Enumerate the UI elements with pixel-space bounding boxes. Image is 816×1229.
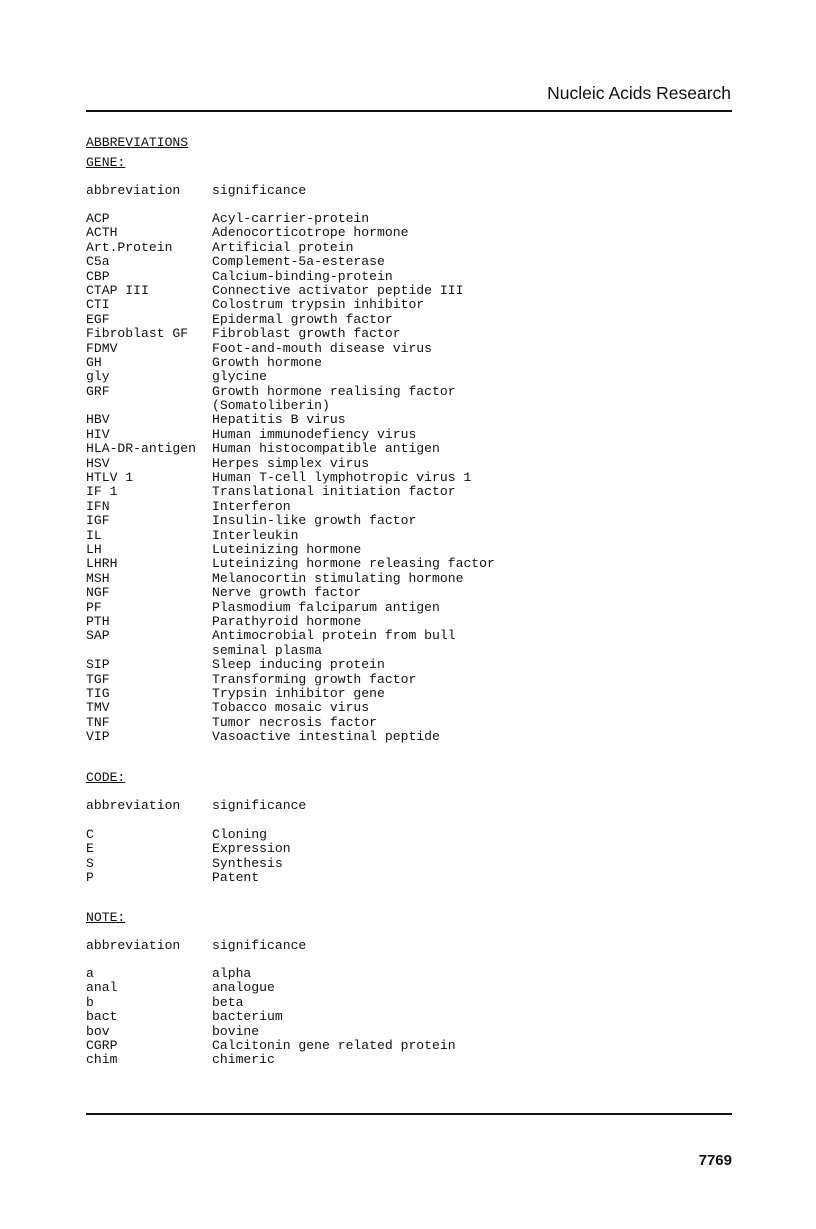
abbreviation-cell: EGF: [86, 311, 110, 327]
table-row: [86, 557, 726, 571]
significance-cell: Fibroblast growth factor: [212, 326, 401, 342]
significance-cell: Cloning: [212, 827, 268, 842]
abbreviation-cell: CTI: [86, 297, 110, 313]
table-row: [86, 601, 726, 615]
significance-cell: Transforming growth factor: [212, 671, 417, 687]
abbreviation-cell: TNF: [86, 714, 110, 730]
abbreviation-cell: bov: [86, 1023, 110, 1039]
significance-cell: Nerve growth factor: [212, 585, 362, 601]
column-header-significance: significance: [212, 938, 307, 953]
significance-cell: glycine: [212, 369, 268, 385]
table-row: [86, 298, 726, 312]
table-row: [86, 967, 726, 981]
significance-cell: Expression: [212, 841, 291, 857]
significance-cell: Adenocorticotrope hormone: [212, 225, 409, 241]
table-row: [86, 255, 726, 269]
abbreviation-cell: LH: [86, 542, 102, 557]
significance-cell: beta: [212, 994, 244, 1010]
abbreviation-cell: SIP: [86, 657, 110, 673]
significance-cell: Parathyroid hormone: [212, 613, 362, 629]
abbreviation-cell: IFN: [86, 498, 110, 514]
table-row: [86, 629, 726, 658]
abbreviation-cell: TGF: [86, 671, 110, 687]
table-row: [86, 981, 726, 995]
abbreviation-cell: C5a: [86, 254, 110, 270]
table-row: [86, 342, 726, 356]
significance-cell: Vasoactive intestinal peptide: [212, 729, 440, 745]
significance-cell: Luteinizing hormone releasing factor: [212, 556, 495, 572]
column-header-abbreviation: abbreviation: [86, 938, 181, 953]
significance-cell: Artificial protein: [212, 239, 354, 255]
abbreviation-cell: C: [86, 827, 94, 842]
table-row: [86, 370, 726, 384]
abbreviation-cell: IGF: [86, 513, 110, 529]
significance-cell: Tobacco mosaic virus: [212, 700, 370, 716]
table-row: [86, 572, 726, 586]
table-row: [86, 356, 726, 370]
significance-cell: Foot-and-mouth disease virus: [212, 340, 433, 356]
column-header-significance: significance: [212, 183, 307, 198]
table-row: [86, 586, 726, 600]
table-row: [86, 673, 726, 687]
column-header-significance: significance: [212, 798, 307, 813]
table-row: [86, 658, 726, 672]
significance-cell: Plasmodium falciparum antigen: [212, 599, 440, 615]
significance-cell: bovine: [212, 1023, 260, 1039]
abbreviation-cell: E: [86, 841, 94, 857]
abbreviation-cell: HBV: [86, 412, 110, 428]
significance-cell: Human immunodefiency virus: [212, 426, 417, 442]
abbreviation-cell: TIG: [86, 685, 110, 701]
significance-cell: Growth hormone realising factor (Somatoliberin): [212, 383, 456, 414]
table-row: [86, 857, 726, 871]
abbreviation-cell: TMV: [86, 700, 110, 716]
table-row: [86, 313, 726, 327]
significance-cell: Tumor necrosis factor: [212, 714, 378, 730]
table-row: [86, 543, 726, 557]
table-row: [86, 270, 726, 284]
abbreviation-cell: GRF: [86, 383, 110, 399]
significance-cell: Melanocortin stimulating hormone: [212, 570, 464, 586]
table-row: [86, 701, 726, 715]
significance-cell: alpha: [212, 966, 252, 981]
code-list: [86, 828, 726, 886]
table-row: [86, 716, 726, 730]
significance-cell: Interferon: [212, 498, 291, 514]
abbreviation-cell: HSV: [86, 455, 110, 471]
significance-cell: Sleep inducing protein: [212, 657, 385, 673]
table-row: [86, 1053, 726, 1067]
gene-list: [86, 212, 726, 744]
abbreviation-cell: P: [86, 870, 94, 886]
significance-cell: Human T-cell lymphotropic virus 1: [212, 470, 472, 486]
significance-cell: Colostrum trypsin inhibitor: [212, 297, 425, 313]
journal-name: Nucleic Acids Research: [547, 83, 731, 103]
abbreviation-cell: Fibroblast GF: [86, 326, 189, 342]
table-row: [86, 730, 726, 744]
significance-cell: Growth hormone: [212, 354, 323, 370]
table-row: [86, 687, 726, 701]
table-row: [86, 413, 726, 427]
significance-cell: Patent: [212, 870, 260, 886]
significance-cell: Herpes simplex virus: [212, 455, 370, 471]
abbreviation-cell: NGF: [86, 585, 110, 601]
note-list: [86, 967, 726, 1068]
table-row: [86, 442, 726, 456]
table-row: [86, 871, 726, 885]
abbreviation-cell: IF 1: [86, 484, 118, 500]
table-row: [86, 212, 726, 226]
abbreviation-cell: a: [86, 966, 94, 981]
table-row: [86, 1039, 726, 1053]
table-row: [86, 842, 726, 856]
table-row: [86, 996, 726, 1010]
section-heading-note: NOTE:: [86, 910, 126, 925]
significance-cell: Luteinizing hormone: [212, 542, 362, 557]
abbreviation-cell: Art.Protein: [86, 239, 173, 255]
significance-cell: Antimocrobial protein from bull seminal plasma: [212, 628, 456, 658]
abbreviation-cell: chim: [86, 1052, 118, 1068]
abbreviation-cell: MSH: [86, 570, 110, 586]
table-row: [86, 1010, 726, 1024]
significance-cell: Human histocompatible antigen: [212, 441, 440, 457]
abbreviation-cell: bact: [86, 1009, 118, 1025]
table-row: [86, 485, 726, 499]
table-row: [86, 385, 726, 414]
significance-cell: Complement-5a-esterase: [212, 254, 385, 270]
column-header-abbreviation: abbreviation: [86, 798, 181, 813]
significance-cell: Calcium-binding-protein: [212, 268, 393, 284]
table-row: [86, 284, 726, 298]
abbreviation-cell: SAP: [86, 628, 110, 644]
significance-cell: Acyl-carrier-protein: [212, 211, 370, 226]
abbreviation-cell: HTLV 1: [86, 470, 134, 486]
table-row: [86, 428, 726, 442]
table-row: [86, 327, 726, 341]
abbreviation-cell: PF: [86, 599, 102, 615]
significance-cell: Insulin-like growth factor: [212, 513, 417, 529]
abbreviation-cell: CTAP III: [86, 282, 149, 298]
column-header-abbreviation: abbreviation: [86, 183, 181, 198]
document-title: ABBREVIATIONS: [86, 135, 189, 150]
footer-rule: [86, 1113, 732, 1115]
abbreviation-cell: LHRH: [86, 556, 118, 572]
significance-cell: Synthesis: [212, 855, 283, 871]
section-heading-code: CODE:: [86, 770, 126, 785]
abbreviation-cell: HIV: [86, 426, 110, 442]
significance-cell: analogue: [212, 980, 275, 996]
table-row: [86, 615, 726, 629]
page-number: 7769: [698, 1152, 732, 1169]
header-rule: [86, 110, 732, 112]
table-row: [86, 514, 726, 528]
significance-cell: Calcitonin gene related protein: [212, 1037, 456, 1053]
significance-cell: bacterium: [212, 1009, 283, 1025]
table-row: [86, 828, 726, 842]
abbreviation-cell: CBP: [86, 268, 110, 284]
abbreviation-cell: b: [86, 994, 94, 1010]
significance-cell: chimeric: [212, 1052, 275, 1068]
table-row: [86, 226, 726, 240]
table-row: [86, 500, 726, 514]
significance-cell: Translational initiation factor: [212, 484, 456, 500]
table-row: [86, 241, 726, 255]
significance-cell: Epidermal growth factor: [212, 311, 393, 327]
table-row: [86, 457, 726, 471]
table-row: [86, 1025, 726, 1039]
abbreviation-cell: HLA-DR-antigen: [86, 441, 197, 457]
significance-cell: Trypsin inhibitor gene: [212, 685, 385, 701]
section-heading-gene: GENE:: [86, 155, 126, 170]
significance-cell: Hepatitis B virus: [212, 412, 346, 428]
abbreviation-cell: S: [86, 855, 94, 871]
abbreviation-cell: FDMV: [86, 340, 118, 356]
abbreviation-cell: ACP: [86, 211, 110, 226]
significance-cell: Connective activator peptide III: [212, 282, 464, 298]
abbreviation-cell: PTH: [86, 613, 110, 629]
abbreviation-cell: CGRP: [86, 1037, 118, 1053]
abbreviation-cell: ACTH: [86, 225, 118, 241]
table-row: [86, 471, 726, 485]
abbreviation-cell: IL: [86, 527, 102, 543]
table-row: [86, 529, 726, 543]
significance-cell: Interleukin: [212, 527, 299, 543]
abbreviation-cell: gly: [86, 369, 110, 385]
abbreviation-cell: GH: [86, 354, 102, 370]
abbreviation-cell: anal: [86, 980, 118, 996]
abbreviation-cell: VIP: [86, 729, 110, 745]
